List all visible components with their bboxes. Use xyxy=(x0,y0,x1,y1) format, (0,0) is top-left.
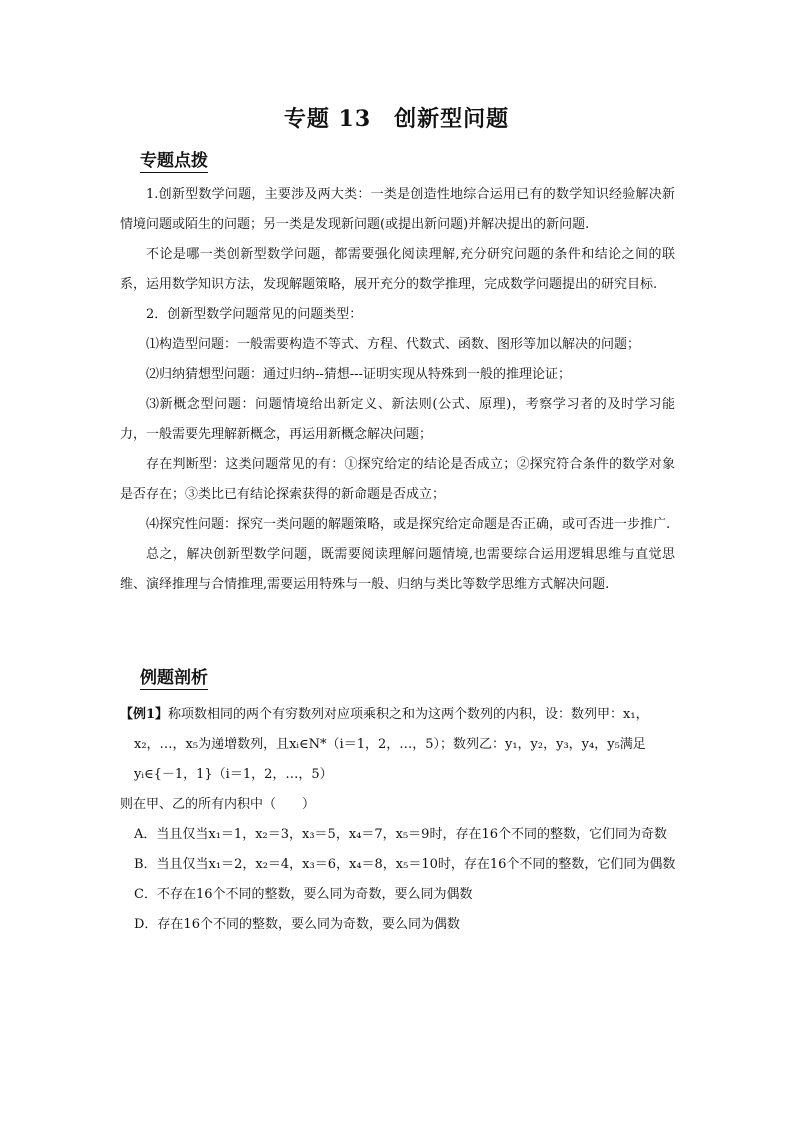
example-tag: 【例1】 xyxy=(120,707,169,722)
tips-body xyxy=(120,180,675,600)
paragraph: ⑶新概念型问题：问题情境给出新定义、新法则(公式、原理)，考察学习者的及时学习能力，一般需要先理解新概念，再运用新概念解决问题； xyxy=(120,397,675,442)
example-question: 则在甲、乙的所有内积中（ ） xyxy=(120,797,316,812)
example-line-3: yᵢ∈{－1，1}（i＝1，2，…，5） xyxy=(134,767,333,782)
option-a: A．当且仅当x₁＝1，x₂＝3，x₃＝5，x₄＝7，x₅＝9时，存在16个不同的整数，它们同为奇数 xyxy=(134,827,668,842)
example-text: 称项数相同的两个有穷数列对应项乘积之和为这两个数列的内积，设：数列甲：x₁， xyxy=(168,707,649,722)
page-title: 专题 13 创新型问题 xyxy=(283,106,510,132)
paragraph: 存在判断型：这类问题常见的有：①探究给定的结论是否成立；②探究符合条件的数学对象是否存在；③类比已有结论探索获得的新命题是否成立； xyxy=(120,457,675,502)
paragraph: 不论是哪一类创新型数学问题，都需要强化阅读理解,充分研究问题的条件和结论之间的联系，运用数学知识方法，发现解题策略，展开充分的数学推理，完成数学问题提出的研究目标. xyxy=(120,247,675,292)
option-d: D．存在16个不同的整数，要么同为奇数，要么同为偶数 xyxy=(134,917,460,932)
paragraph: 2．创新型数学问题常见的问题类型： xyxy=(146,307,363,322)
paragraph: ⑴构造型问题：一般需要构造不等式、方程、代数式、函数、图形等加以解决的问题； xyxy=(146,337,641,352)
example-line-2: x₂，…，x₅为递增数列，且xᵢ∈N*（i＝1，2，…，5）；数列乙：y₁，y₂，y₃，y₄，y₅满足 xyxy=(134,737,646,752)
option-c: C．不存在16个不同的整数，要么同为奇数，要么同为偶数 xyxy=(134,887,473,902)
section-heading-tips: 专题点拨 xyxy=(140,146,208,173)
option-b: B．当且仅当x₁＝2，x₂＝4，x₃＝6，x₄＝8，x₅＝10时，存在16个不同的整数，它们同为偶数 xyxy=(134,857,676,872)
paragraph: ⑷探究性问题：探究一类问题的解题策略，或是探究给定命题是否正确，或可否进一步推广. xyxy=(146,517,671,532)
section-heading-examples: 例题剖析 xyxy=(140,663,208,690)
paragraph: ⑵归纳猜想型问题：通过归纳--猜想---证明实现从特殊到一般的推理论证； xyxy=(146,367,571,382)
example-line-1 xyxy=(120,700,680,730)
paragraph: 总之，解决创新型数学问题，既需要阅读理解问题情境,也需要综合运用逻辑思维与直觉思维、演绎推理与合情推理,需要运用特殊与一般、归纳与类比等数学思维方式解决问题. xyxy=(120,547,675,592)
paragraph: 1.创新型数学问题，主要涉及两大类：一类是创造性地综合运用已有的数学知识经验解决新情境问题或陌生的问题；另一类是发现新问题(或提出新问题)并解决提出的新问题. xyxy=(120,187,675,232)
example-1 xyxy=(120,700,680,940)
